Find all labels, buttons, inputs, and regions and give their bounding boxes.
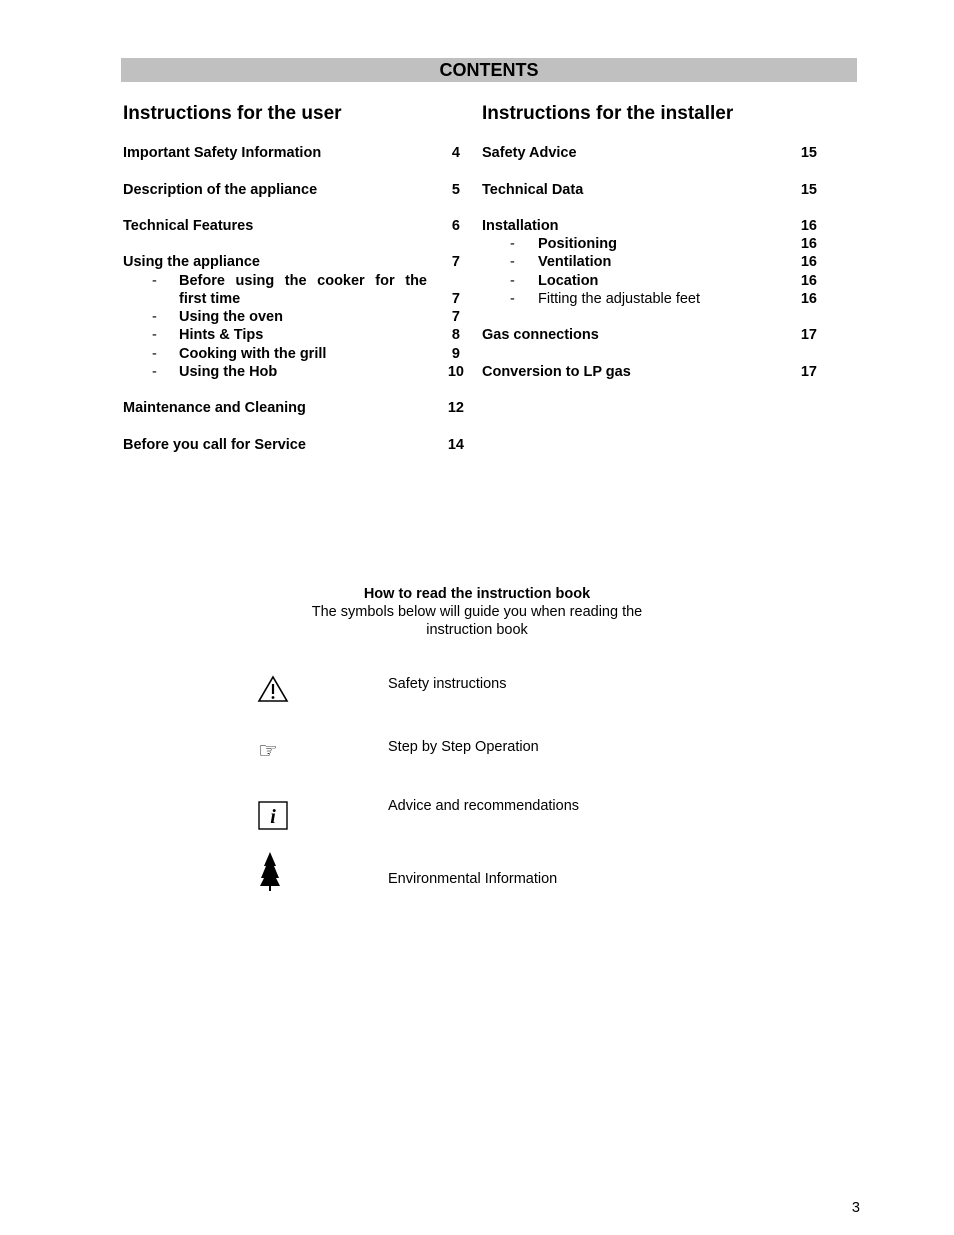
toc-subitem-hints-tips[interactable]: Hints & Tips <box>179 327 264 343</box>
toc-subitem-grill[interactable]: Cooking with the grill <box>179 346 327 362</box>
info-icon <box>258 801 288 835</box>
toc-page-number: 4 <box>451 145 460 161</box>
svg-text:i: i <box>270 806 276 828</box>
toc-page-number: 16 <box>800 254 817 270</box>
toc-subitem-before-using-cont[interactable]: first time <box>179 291 241 307</box>
list-dash: - <box>152 309 157 325</box>
toc-page-number: 17 <box>800 327 817 343</box>
toc-page-number: 7 <box>451 309 460 325</box>
toc-item-using-appliance[interactable]: Using the appliance <box>123 254 260 270</box>
list-dash: - <box>510 291 515 307</box>
toc-subitem-ventilation[interactable]: Ventilation <box>538 254 612 270</box>
legend-label-step: Step by Step Operation <box>388 739 539 755</box>
guide-text-line2: instruction book <box>426 622 528 638</box>
toc-page-number: 16 <box>800 236 817 252</box>
toc-page-number: 17 <box>800 364 817 380</box>
toc-subitem-adjustable-feet[interactable]: Fitting the adjustable feet <box>538 291 701 307</box>
toc-page-number: 5 <box>451 182 460 198</box>
toc-page-number: 6 <box>451 218 460 234</box>
page-number: 3 <box>851 1200 860 1216</box>
legend-label-safety: Safety instructions <box>388 676 507 692</box>
toc-page-number: 15 <box>800 145 817 161</box>
user-section-title: Instructions for the user <box>123 103 342 124</box>
list-dash: - <box>152 346 157 362</box>
toc-item-technical-data[interactable]: Technical Data <box>482 182 584 198</box>
pointing-hand-icon: ☞ <box>258 739 278 764</box>
guide-text-line1: The symbols below will guide you when reading the <box>311 604 643 620</box>
toc-page-number: 12 <box>447 400 464 416</box>
warning-triangle-icon <box>257 675 289 708</box>
list-dash: - <box>510 273 515 289</box>
toc-item-technical-features[interactable]: Technical Features <box>123 218 254 234</box>
toc-page-number: 15 <box>800 182 817 198</box>
toc-item-maintenance[interactable]: Maintenance and Cleaning <box>123 400 306 416</box>
toc-page-number: 10 <box>447 364 464 380</box>
toc-subitem-before-using[interactable]: Before using the cooker for the <box>179 273 427 289</box>
toc-subitem-positioning[interactable]: Positioning <box>538 236 617 252</box>
toc-page-number: 9 <box>451 346 460 362</box>
toc-subitem-location[interactable]: Location <box>538 273 599 289</box>
toc-page-number: 14 <box>447 437 464 453</box>
toc-item-gas-connections[interactable]: Gas connections <box>482 327 599 343</box>
legend-label-environment: Environmental Information <box>388 871 558 887</box>
toc-page-number: 7 <box>451 254 460 270</box>
installer-section-title: Instructions for the installer <box>482 103 734 124</box>
list-dash: - <box>510 236 515 252</box>
toc-page-number: 16 <box>800 291 817 307</box>
toc-item-service[interactable]: Before you call for Service <box>123 437 306 453</box>
tree-icon <box>259 852 281 897</box>
list-dash: - <box>152 273 157 289</box>
toc-item-description[interactable]: Description of the appliance <box>123 182 318 198</box>
toc-page-number: 16 <box>800 218 817 234</box>
list-dash: - <box>510 254 515 270</box>
list-dash: - <box>152 327 157 343</box>
toc-page-number: 7 <box>451 291 460 307</box>
list-dash: - <box>152 364 157 380</box>
toc-subitem-hob[interactable]: Using the Hob <box>179 364 278 380</box>
toc-item-lp-gas[interactable]: Conversion to LP gas <box>482 364 631 380</box>
contents-banner: CONTENTS <box>121 58 857 82</box>
guide-heading: How to read the instruction book <box>363 586 591 602</box>
toc-item-safety-advice[interactable]: Safety Advice <box>482 145 577 161</box>
toc-subitem-using-oven[interactable]: Using the oven <box>179 309 283 325</box>
toc-item-safety-information[interactable]: Important Safety Information <box>123 145 322 161</box>
toc-page-number: 16 <box>800 273 817 289</box>
legend-label-advice: Advice and recommendations <box>388 798 580 814</box>
toc-item-installation[interactable]: Installation <box>482 218 559 234</box>
toc-page-number: 8 <box>451 327 460 343</box>
